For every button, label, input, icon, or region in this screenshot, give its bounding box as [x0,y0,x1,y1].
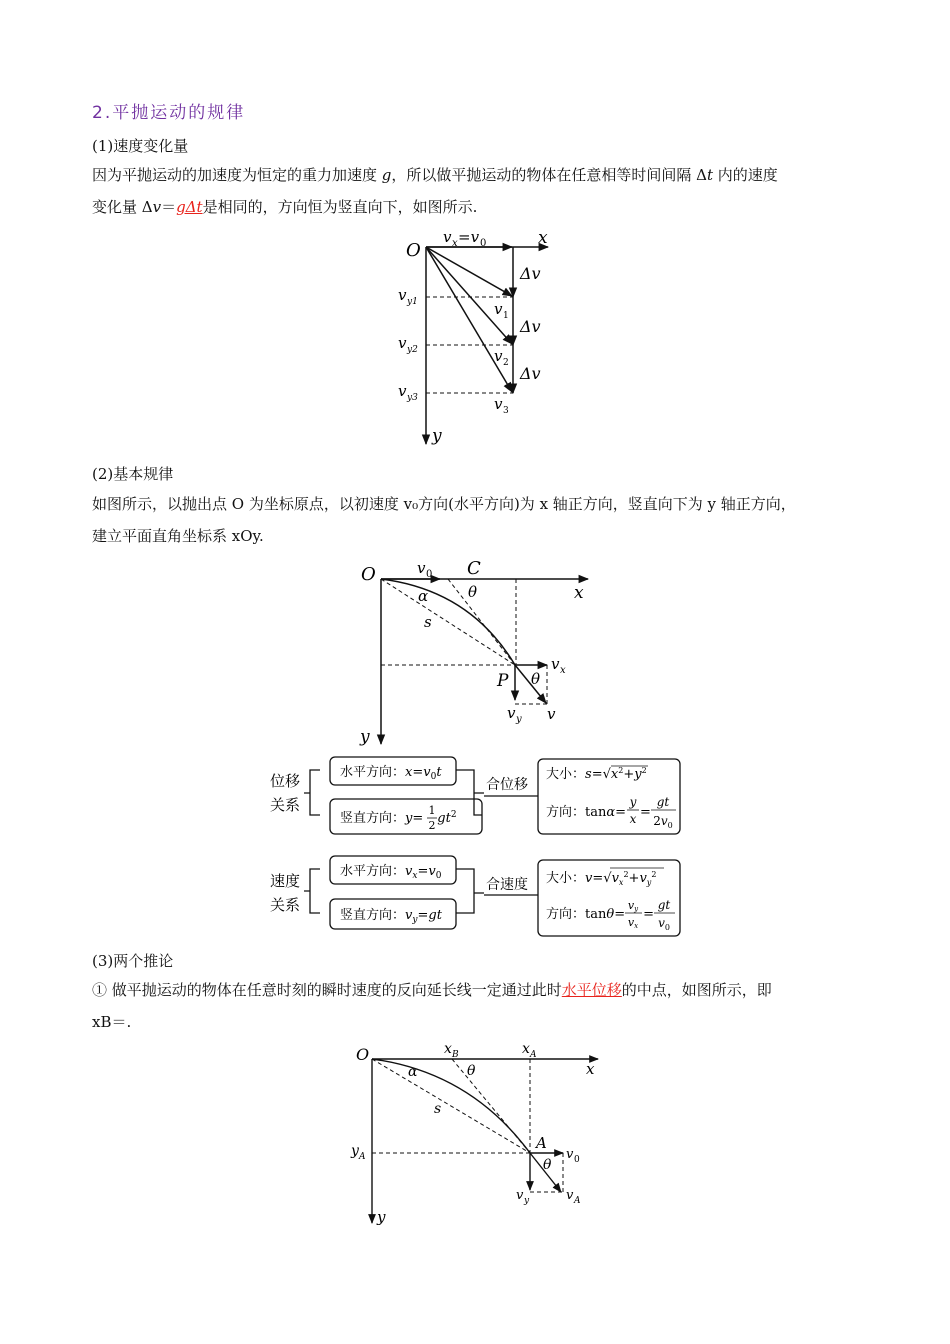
paragraph-3-line-2: xB＝. [92,1013,132,1031]
svg-text:y: y [516,714,522,725]
vy1-label [398,286,418,307]
svg-text:A: A [359,1152,366,1162]
v3-label [494,395,509,416]
v2-label [494,347,509,368]
v1-label [494,300,509,321]
svg-text:=v: =v [458,228,480,246]
paragraph-1-line-2: 变化量 Δv＝gΔt是相同的，方向恒为竖直向下，如图所示. [92,198,478,216]
paragraph-3 [92,974,862,1038]
velocity-left-line1: 速度 [270,872,301,890]
vy-label [516,1188,530,1206]
x-axis-label: x [538,228,548,248]
vy2-label [398,334,418,355]
theta-label-top: θ [468,583,478,601]
v-label: v [547,705,556,723]
svg-text:v0: $v_0$ [658,916,670,932]
svg-text:x: x [560,665,566,676]
v0-label [417,559,432,580]
projectile-coordinate-diagram [355,558,595,750]
svg-text:y: y [629,795,637,809]
y-axis-label: y [377,1208,386,1226]
midpoint-inference-diagram [345,1038,605,1230]
s-label: s [434,1101,442,1117]
subsection-3-title: (3)两个推论 [92,952,174,970]
velocity-vertical: 竖直方向：$v_y=gt$ [340,908,442,925]
svg-text:v: v [443,228,452,246]
displacement-left-line1: 位移 [270,772,301,790]
svg-text:v: v [516,1188,524,1203]
answer-blank: gΔt [176,198,203,216]
y-axis-label: y [432,426,442,446]
svg-text:1: 1 [503,311,509,321]
displacement-left-line2: 关系 [270,796,301,814]
point-a-label: A [536,1134,547,1152]
velocity-size: 大小：$v=√v_x^2+v_y^2$ [546,870,657,887]
s-label: s [424,613,432,631]
paragraph-1 [92,159,862,223]
v0-label [566,1147,580,1165]
top-velocity-label [443,228,486,249]
alpha-label: α [418,587,429,605]
point-p-label: P [497,671,509,691]
subsection-1-title: (1)速度变化量 [92,137,189,155]
theta-label-p: θ [531,670,541,688]
answer-blank-2: 水平位移 [561,981,622,999]
svg-text:y: y [351,1143,359,1159]
svg-text:x: x [452,238,458,249]
displacement-relation-chart [262,752,682,842]
xa-label [522,1041,537,1060]
svg-text:2: 2 [428,819,436,832]
paragraph-1-line-1: 因为平抛运动的加速度为恒定的重力加速度 g，所以做平抛运动的物体在任意相等时间间隔 Δt 内的速度 [92,166,778,184]
origin-label: O [406,240,421,261]
delta-v-label-2: Δv [520,317,541,336]
velocity-direction: 方向：tanθ= = [546,907,654,922]
velocity-relation-chart [262,850,682,942]
theta-label-a: θ [543,1157,552,1173]
svg-text:A: A [530,1050,537,1060]
xb-label [444,1041,459,1060]
x-axis-label: x [574,583,584,603]
point-c-label: C [467,558,481,579]
va-label [566,1188,581,1206]
svg-text:y3: y3 [407,393,418,403]
x-axis-label: x [586,1060,595,1078]
displacement-mid: 合位移 [486,777,528,793]
vy3-label [398,382,418,403]
svg-text:v: v [566,1147,574,1162]
svg-text:v: v [398,382,407,400]
velocity-horizontal: 水平方向：$v_x=v_0$ [340,864,442,881]
alpha-label: α [408,1064,418,1080]
velocity-mid: 合速度 [486,877,528,893]
svg-text:0: 0 [574,1155,580,1165]
svg-text:v: v [494,347,503,365]
svg-text:v: v [551,655,560,673]
displacement-vertical: 竖直方向：$y= gt^2$ [340,810,457,826]
svg-text:2v0: $2v_0$ [653,814,673,830]
svg-text:gt: gt [657,898,671,912]
svg-text:gt: gt [656,795,670,809]
paragraph-2-line-1: 如图所示，以抛出点 O 为坐标原点，以初速度 v₀方向(水平方向)为 x 轴正方向，竖直向下为 y 轴正方向， [92,495,796,513]
svg-text:A: A [574,1196,581,1206]
velocity-change-diagram [380,222,580,454]
svg-text:v: v [566,1188,574,1203]
svg-text:v: v [417,559,426,577]
y-axis-label: y [360,727,370,747]
svg-text:v: v [398,334,407,352]
vy-label [507,704,522,725]
paragraph-3-line-1: ① 做平抛运动的物体在任意时刻的瞬时速度的反向延长线一定通过此时水平位移的中点，如图所示，即 [92,981,772,999]
delta-v-label-3: Δv [520,364,541,383]
svg-text:2: 2 [503,358,509,368]
paragraph-2 [92,488,862,552]
displacement-size: 大小：$s=√x^2+y^2$ [546,766,647,782]
svg-text:y1: y1 [407,297,418,307]
svg-text:v: v [398,286,407,304]
svg-text:v: v [494,395,503,413]
svg-text:B: B [452,1050,459,1060]
ya-label [350,1143,366,1162]
svg-text:v: v [507,704,516,722]
svg-text:x: x [444,1041,452,1057]
delta-v-label-1: Δv [520,264,541,283]
svg-text:3: 3 [503,406,509,416]
svg-text:y2: y2 [407,345,418,355]
displacement-direction: 方向：tanα= = [546,805,651,820]
svg-text:x: x [522,1041,530,1057]
origin-label: O [361,564,376,585]
svg-text:x: x [629,812,637,826]
paragraph-2-line-2: 建立平面直角坐标系 xOy. [92,527,264,545]
subsection-2-title: (2)基本规律 [92,465,174,483]
svg-text:v: v [494,300,503,318]
svg-text:y: y [524,1196,530,1206]
section-title: 2.平抛运动的规律 [92,103,246,123]
svg-text:1: 1 [428,804,436,817]
svg-text:0: 0 [426,569,433,580]
svg-text:0: 0 [480,238,487,249]
velocity-left-line2: 关系 [270,896,301,914]
svg-text:vx: vx [627,916,639,930]
origin-label: O [356,1045,370,1064]
theta-label-top: θ [467,1063,476,1079]
svg-text:vy: vy [627,899,639,913]
displacement-horizontal: 水平方向：$x=v_0t$ [340,765,442,782]
vx-label [551,655,566,676]
